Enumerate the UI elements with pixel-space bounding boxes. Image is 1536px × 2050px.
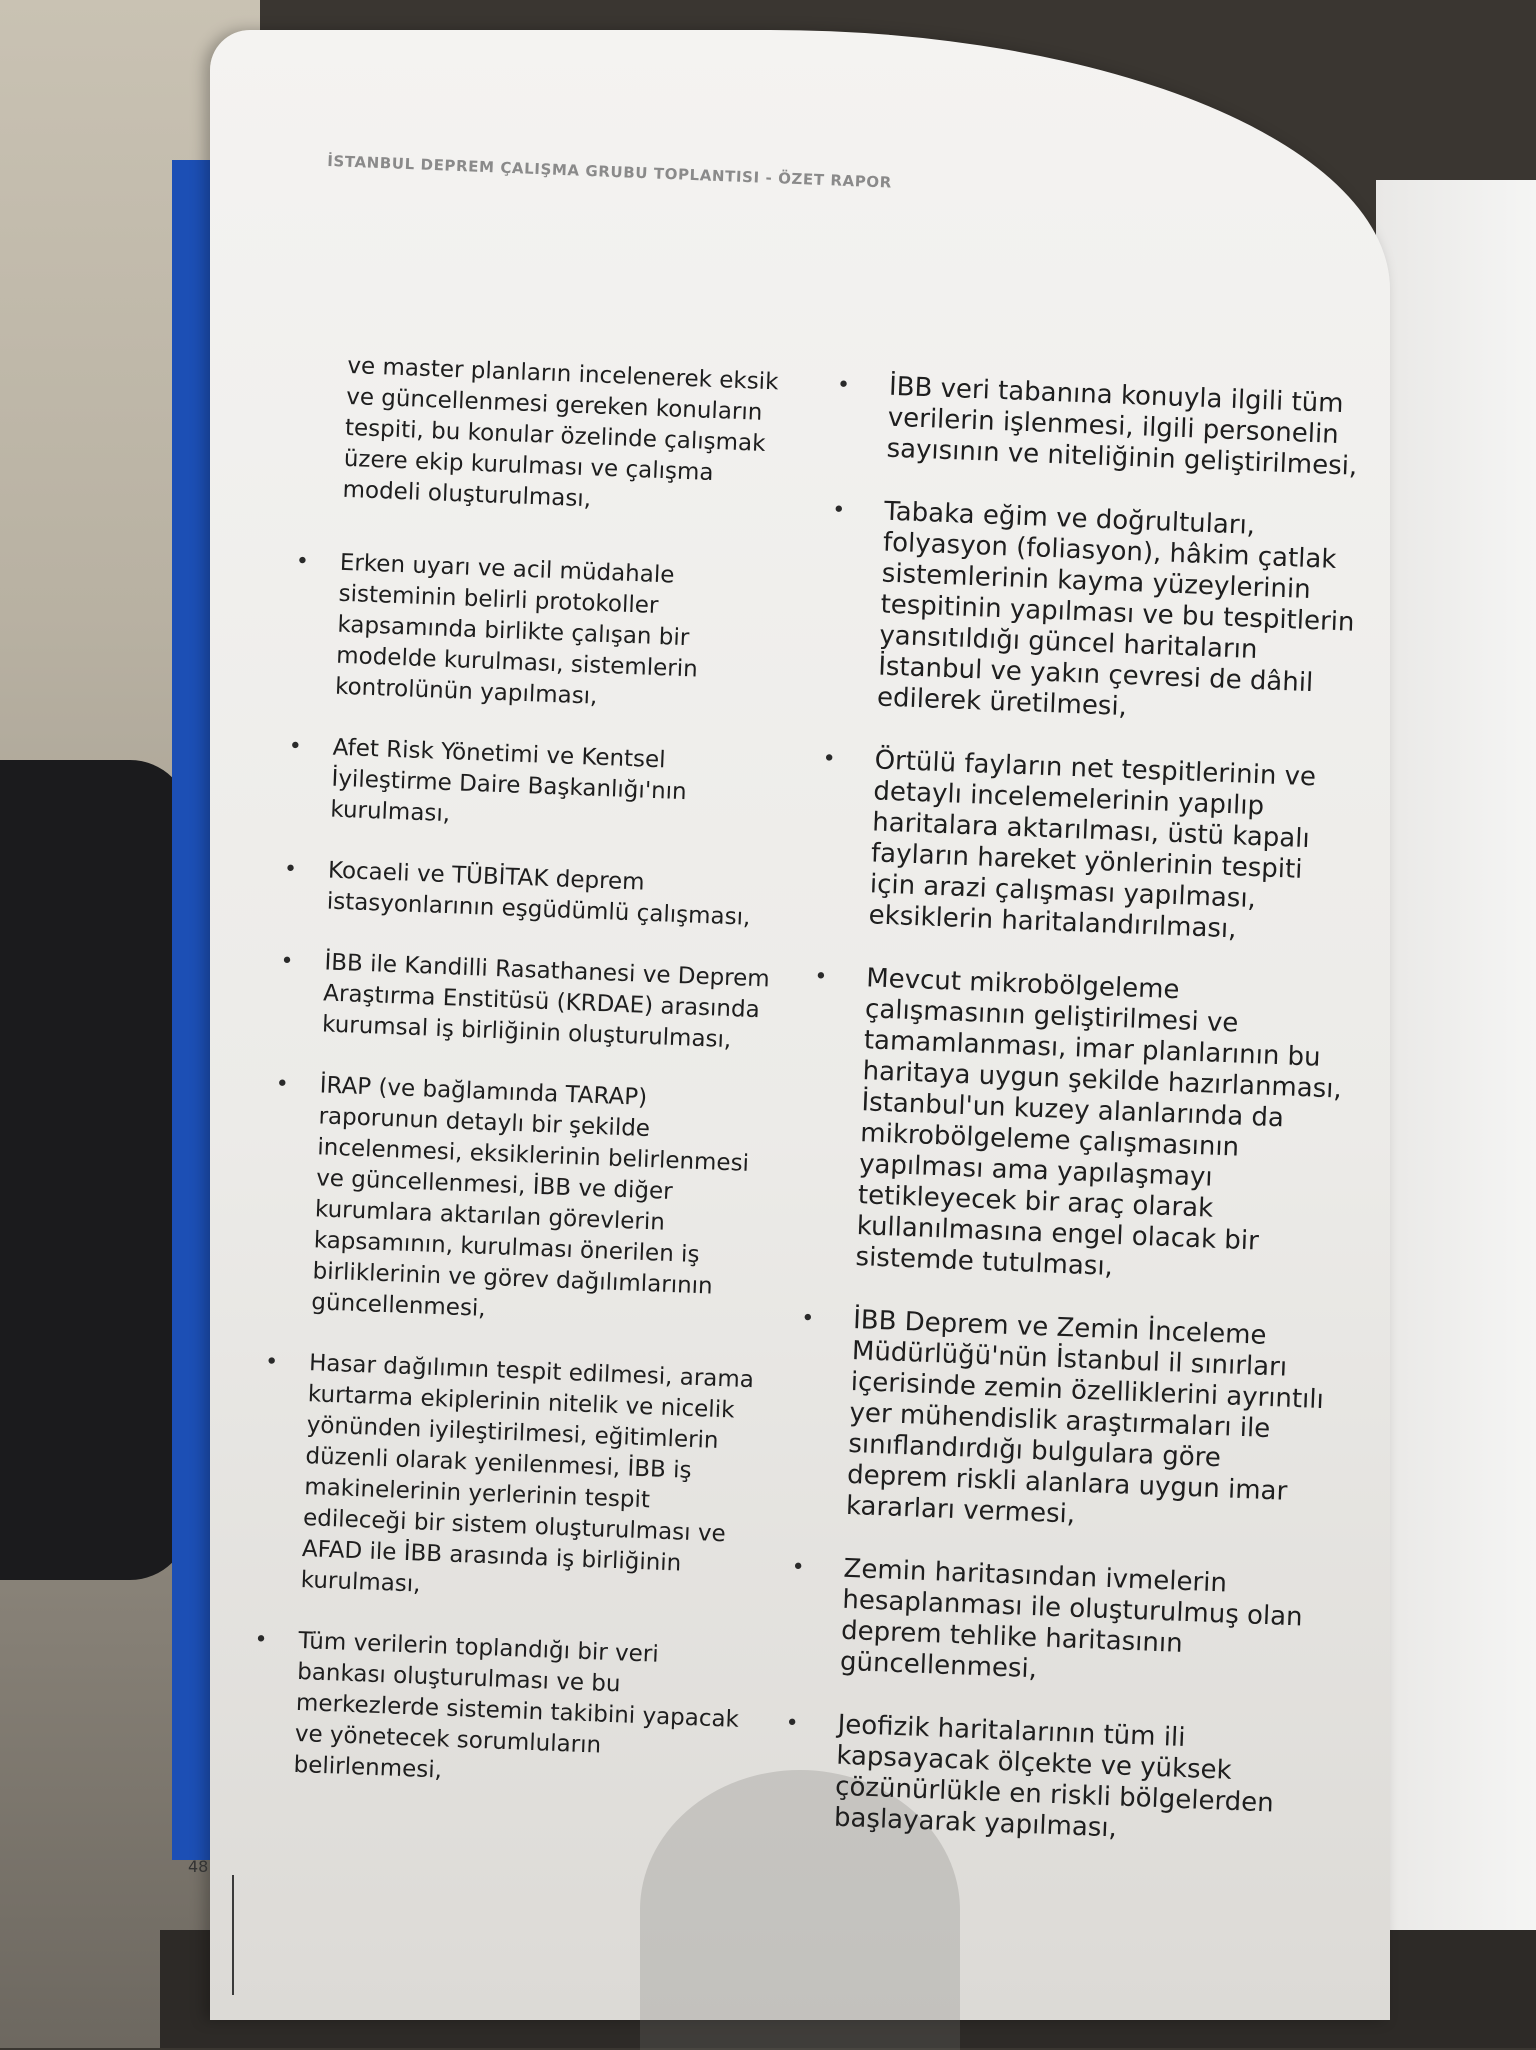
bullet-icon: • (785, 1710, 800, 1737)
list-item (785, 1709, 1317, 1852)
list-item (280, 947, 775, 1057)
left-column (253, 351, 798, 1828)
list-item-text: Tüm verilerin toplandığı bir veri bankası oluşturulması ve bu merkezlerde sistemin takibini yapacak ve yönetecek sorumluların belirlenmesi, (293, 1627, 740, 1784)
list-item-text: Erken uyarı ve acil müdahale sisteminin belirli protokoller kapsamında birlikte çalışan bir modelde kurulması, sistemlerin kontrolünün yapılması, (334, 549, 699, 710)
bullet-icon: • (264, 1349, 279, 1375)
bullet-icon: • (791, 1554, 806, 1581)
list-item-text: Örtülü fayların net tespitlerinin ve detaylı incelemelerinin yapılıp haritalara aktarılması, üstü kapalı fayların hareket yönlerinin tespiti için arazi çalışması yapılması, eksiklerin haritalandırılması, (868, 745, 1317, 945)
list-item-text: Hasar dağılımın tespit edilmesi, arama kurtarma ekiplerinin nitelik ve nicelik yönünden iyileştirilmesi, eğitimlerin düzenli olarak yenilenmesi, İBB iş makinelerinin yerlerinin tespit edileceği bir sistem oluşturulması ve AFAD ile İBB arasında iş birliğinin kurulması, (300, 1350, 755, 1598)
list-item (813, 963, 1347, 1291)
list-item (822, 745, 1355, 949)
list-item (791, 1553, 1323, 1696)
list-item (283, 856, 778, 935)
list-item-text: İBB Deprem ve Zemin İnceleme Müdürlüğü'nün İstanbul il sınırları içerisinde zemin özelliklerini ayrıntılı yer mühendislik araştırmaları ile sınıflandırdığı bulgulara göre deprem riskli alanlara uygun imar kararları vermesi, (845, 1305, 1325, 1530)
bullet-icon: • (280, 948, 294, 975)
bullet-icon: • (822, 746, 837, 772)
document-page (210, 30, 1390, 2020)
list-item (288, 733, 783, 843)
list-item (264, 1348, 759, 1613)
list-item-text: ve master planların incelenerek eksik ve güncellenmesi gereken konuların tespiti, bu konular özelinde çalışmak üzere ekip kurulması ve çalışma modeli oluşturulması, (342, 352, 779, 513)
list-item-text: İBB veri tabanına konuyla ilgili tüm verilerin işlenmesi, ilgili personelin sayısının ve niteliğinin geliştirilmesi, (886, 371, 1358, 482)
list-item (295, 548, 790, 720)
list-item-continuation (342, 351, 798, 523)
page-number-rule (232, 1875, 234, 1995)
list-item-text: Afet Risk Yönetimi ve Kentsel İyileştirme Daire Başkanlığı'nın kurulması, (329, 734, 688, 828)
bullet-icon: • (836, 372, 851, 399)
page-number: 48 (188, 1857, 209, 1876)
list-item-text: İRAP (ve bağlamında TARAP) raporunun detaylı bir şekilde incelenmesi, eksiklerinin belirlenmesi ve güncellenmesi, İBB ve diğer kurumlara aktarılan görevlerin kapsamının, kurulması önerilen iş birliklerinin ve görev dağılımlarının güncellenmesi, (310, 1072, 750, 1322)
list-item-text: Tabaka eğim ve doğrultuları, folyasyon (foliasyon), hâkim çatlak sistemlerinin kayma yüzeylerinin tespitinin yapılması ve bu tespitlerin yansıtıldığı güncel haritaların İstanbul ve yakın çevresi de dâhil edilerek üretilmesi, (876, 496, 1355, 723)
bullet-icon: • (831, 497, 846, 524)
page-content (253, 90, 1429, 2031)
bullet-icon: • (295, 549, 310, 575)
bullet-icon: • (813, 964, 828, 990)
list-item (836, 371, 1369, 483)
background-dark-sleeve (0, 760, 190, 1580)
list-item-text: Kocaeli ve TÜBİTAK deprem istasyonlarının eşgüdümlü çalışması, (326, 857, 751, 931)
bullet-icon: • (275, 1071, 290, 1098)
right-column (785, 371, 1369, 1884)
list-item (275, 1070, 770, 1335)
list-item-text: İBB ile Kandilli Rasathanesi ve Deprem Araştırma Enstitüsü (KRDAE) arasında kurumsal iş birliğinin oluşturulması, (321, 949, 771, 1054)
bullet-icon: • (283, 856, 298, 883)
list-item-text: Jeofizik haritalarının tüm ili kapsayacak ölçekte ve yüksek çözünürlükle en riskli bölgelerden başlayarak yapılması, (833, 1709, 1275, 1844)
list-item-text: Zemin haritasından ivmelerin hesaplanması ile oluşturulmuş olan deprem tehlike haritasının güncellenmesi, (839, 1553, 1304, 1685)
bullet-icon: • (288, 733, 303, 760)
list-item (831, 496, 1364, 732)
list-item (800, 1305, 1333, 1540)
list-item-text: Mevcut mikrobölgeleme çalışmasının geliştirilmesi ve tamamlanması, imar planlarının bu haritaya uygun şekilde hazırlanması, İstanbul'un kuzey alanlarında da mikrobölgeleme çalışmasının yapılması ama yapılaşmayı tetikleyecek bir araç olarak kullanılmasına engel olacak bir sistemde tutulması, (855, 963, 1343, 1282)
list-item (253, 1626, 749, 1798)
bullet-icon: • (253, 1627, 268, 1653)
bullet-icon: • (800, 1306, 815, 1332)
running-header: İSTANBUL DEPREM ÇALIŞMA GRUBU TOPLANTISI - ÖZET RAPOR (326, 151, 893, 192)
